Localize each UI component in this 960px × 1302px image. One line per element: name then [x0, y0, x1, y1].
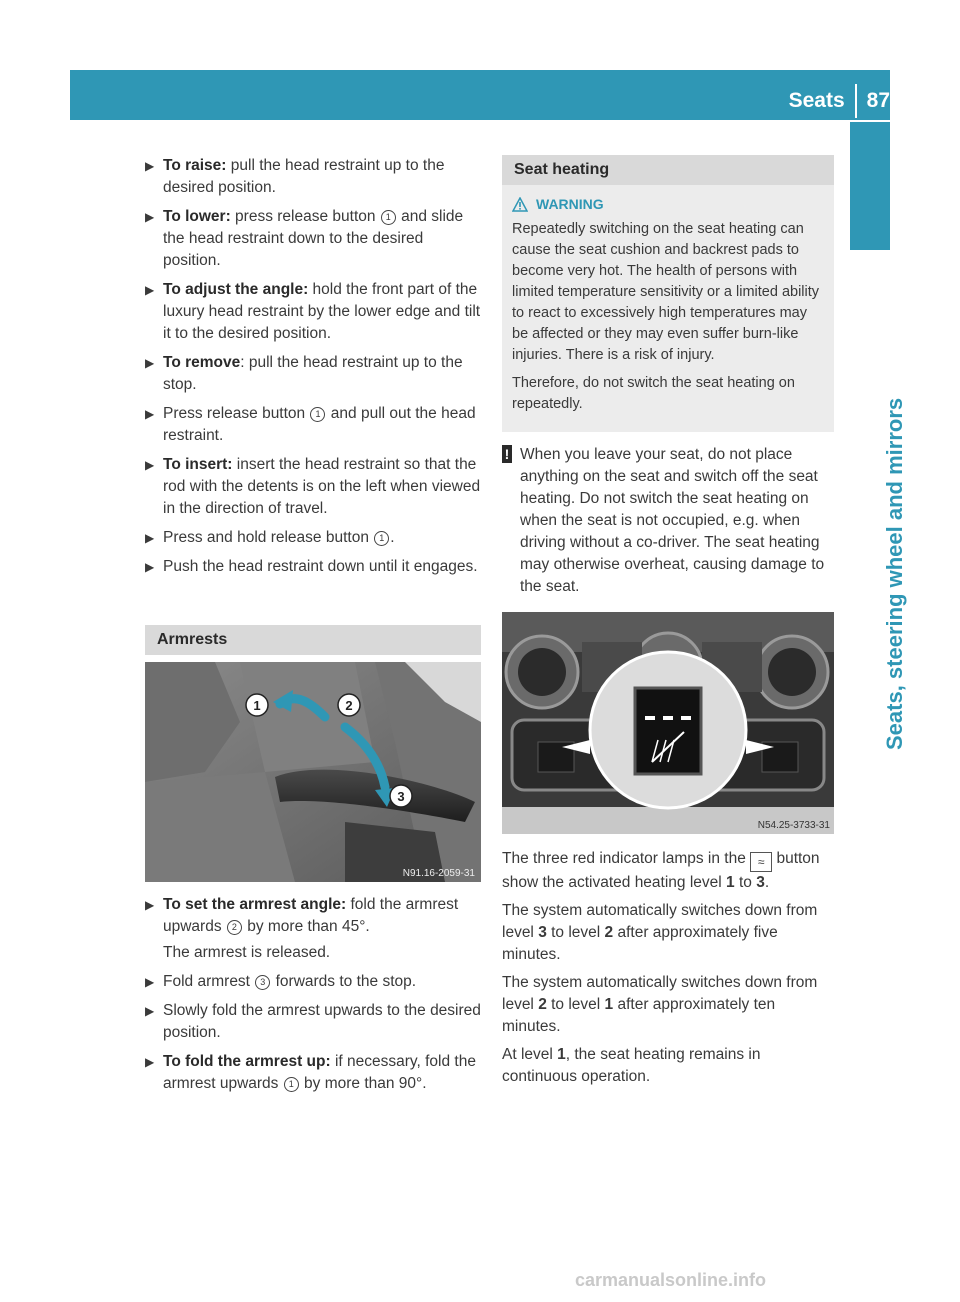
step-arrow-icon: ▶ [145, 210, 155, 224]
step-arrow-icon: ▶ [145, 1004, 155, 1018]
step-adjust-angle: ▶ To adjust the angle: hold the front part of the luxury head restraint by the lower edge and tilt it to the desired position. [145, 281, 481, 342]
seat-heating-heading: Seat heating [502, 155, 834, 185]
header-title [789, 84, 890, 118]
step-insert: ▶ To insert: insert the head restraint so that the rod with the detents is on the left when viewed in the direction of travel. [145, 456, 481, 517]
armrest-image-code: N91.16-2059-31 [402, 868, 475, 879]
seat-heating-photo [502, 612, 834, 834]
warning-triangle-icon [512, 197, 528, 212]
step-raise: ▶ To raise: pull the head restraint up to the desired position. [145, 157, 445, 196]
exclamation-icon: ! [502, 445, 512, 463]
warning-header [512, 193, 824, 215]
step-press-release: ▶ Press release button 1 and pull out the head restraint. [145, 405, 476, 444]
indicator-lamps-paragraph: The three red indicator lamps in the ≈ button show the activated heating level 1 to 3. [502, 850, 820, 891]
header-bar [70, 70, 890, 120]
step-push-down: ▶ Push the head restraint down until it engages. [145, 556, 481, 578]
step-press-hold: ▶ Press and hold release button 1 . [145, 527, 481, 549]
step-arrow-icon: ▶ [145, 898, 155, 912]
step-arrow-icon: ▶ [145, 560, 155, 574]
callout-1-icon: 1 [310, 407, 325, 422]
callout-2-icon: 2 [227, 920, 242, 935]
step-fold-forwards: ▶ Fold armrest 3 forwards to the stop. [145, 971, 481, 993]
step-set-armrest-angle: ▶ To set the armrest angle: fold the armrest upwards 2 by more than 45°. [145, 896, 459, 935]
warning-text: Repeatedly switching on the seat heating can cause the seat cushion and backrest pads to become very hot. The health of persons with limited temperature sensitivity or a limited ability to react to excessively high temperatures may be affected or they may even suffer burn-like injuries. There is a risk of injury. [512, 221, 820, 363]
switch-down-3-to-2: The system automatically switches down from level 3 to level 2 after approximately five minutes. [502, 902, 818, 963]
callout-1-icon: 1 [381, 210, 396, 225]
level-1-paragraph: At level 1, the seat heating remains in continuous operation. [502, 1046, 761, 1085]
warning-label: WARNING [536, 196, 604, 212]
header-section: Seats [788, 89, 845, 112]
step-remove: ▶ To remove: pull the head restraint up to the stop. [145, 354, 463, 393]
right-column [502, 155, 834, 1094]
footer-watermark: carmanualsonline.info [575, 1270, 767, 1290]
side-tab [850, 122, 890, 250]
svg-text:2: 2 [345, 698, 353, 713]
armrest-photo [145, 662, 481, 882]
heating-image-code: N54.25-3733-31 [757, 820, 830, 831]
side-chapter-label [852, 260, 907, 760]
step-arrow-icon: ▶ [145, 1055, 155, 1069]
callout-3-icon: 3 [255, 975, 270, 990]
callout-1-icon: 1 [374, 531, 389, 546]
photo-callout-3 [390, 785, 412, 807]
chapter-title: Seats, steering wheel and mirrors [882, 397, 907, 750]
svg-text:1: 1 [253, 698, 261, 713]
step-lower: ▶ To lower: press release button 1 and slide the head restraint down to the desired position. [145, 208, 464, 269]
left-column [145, 155, 481, 1102]
step-slowly-fold: ▶ Slowly fold the armrest upwards to the desired position. [145, 1002, 481, 1041]
switch-down-2-to-1: The system automatically switches down from level 2 to level 1 after approximately ten minutes. [502, 974, 818, 1035]
warning-box [502, 185, 834, 432]
step-fold-up: ▶ To fold the armrest up: if necessary, fold the armrest upwards 1 by more than 90°. [145, 1053, 476, 1092]
step-arrow-icon: ▶ [145, 159, 155, 173]
step-arrow-icon: ▶ [145, 458, 155, 472]
step-arrow-icon: ▶ [145, 531, 155, 545]
page-number: 87 [866, 89, 890, 112]
step-arrow-icon: ▶ [145, 407, 155, 421]
step-arrow-icon: ▶ [145, 283, 155, 297]
svg-text:3: 3 [397, 789, 405, 804]
step-arrow-icon: ▶ [145, 356, 155, 370]
photo-callout-2 [338, 694, 360, 716]
warning-advice: Therefore, do not switch the seat heating on repeatedly. [512, 375, 795, 412]
step-arrow-icon: ▶ [145, 975, 155, 989]
photo-callout-1 [246, 694, 268, 716]
callout-1-icon: 1 [284, 1077, 299, 1092]
armrest-released-note: The armrest is released. [163, 944, 331, 961]
header-separator [855, 84, 857, 118]
seat-heating-icon: ≈ [750, 852, 772, 872]
caution-note: ! When you leave your seat, do not place anything on the seat and switch off the seat heating. Do not switch the seat heating on when the seat is not occupied, e.g. when driving without a co-driver. The seat heating may otherwise overheat, causing damage to the seat. [502, 444, 834, 598]
armrests-heading: Armrests [145, 625, 481, 655]
